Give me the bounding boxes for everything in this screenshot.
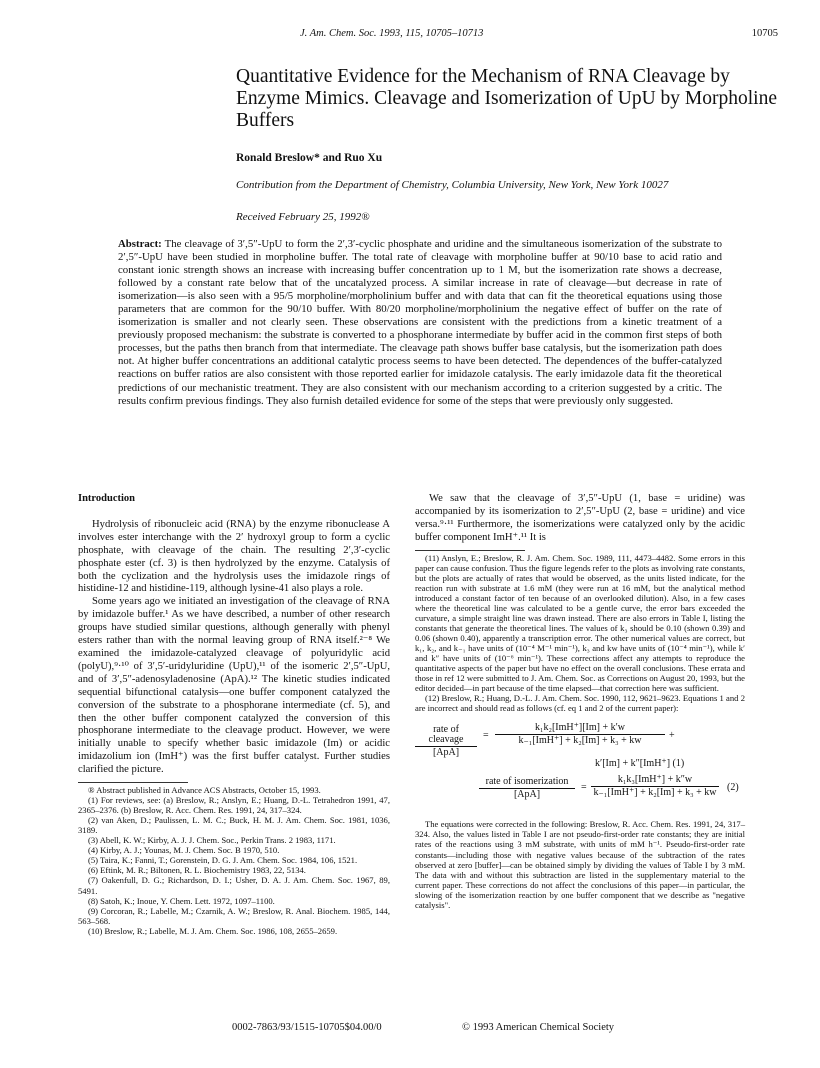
footnote: (11) Anslyn, E.; Breslow, R. J. Am. Chem. Soc. 1989, 111, 4473–4482. Some errors in this paper can cause confusion. Thus the figure legends refer to the plots as involving rate constants, but the plots are actually of rates that would be observed, as the units listed indicate, for the reaction run with substrate at 1.6 mM (they were run at 16 mM, but the analytical method introduced a constant factor of ten because of an overlooked dilution). Also, in a few cases where the theoretical line was calculated to be a gentle curve, the error bars exceeded the curvature, a simple straight line was drawn instead. There are also errors in Table I, listing the constants that generate the theoretical lines. The values of k₃ should be 0.10 (shown 0.39) and 0.06 (shown 0.40), apparently a transcription error. The other numerical values are correct, but k₁, k₂, and k₋₁ have units of (10⁻⁴ M⁻¹ min⁻¹), k₃ and kw have units of (10⁻⁴ min⁻¹), while k′ and k″ have units of (10⁻⁶ min⁻¹). These corrections affect any attempts to reproduce the quantitative aspects of the paper but have no effect on the overall conclusions. These errata and those in ref 12 were submitted to J. Am. Chem. Soc. as Corrections on August 20, 1993, but the editor decided—in part because of the time elapsed—that correction here was sufficient. bbox=[415, 552, 745, 694]
eq2-lhs-numerator: rate of isomerization bbox=[479, 777, 575, 789]
eq2-equals: = bbox=[581, 782, 587, 794]
eq2-rhs-numerator: k₁k₃[ImH⁺] + k″w bbox=[591, 775, 719, 787]
footnote: (5) Taira, K.; Fanni, T.; Gorenstein, D. G. J. Am. Chem. Soc. 1984, 106, 1521. bbox=[88, 855, 358, 866]
eq1-equals: = bbox=[483, 730, 489, 742]
abstract-text: The cleavage of 3′,5″-UpU to form the 2′,3′-cyclic phosphate and uridine and the simultaneous isomerization of the substrate to 2′,5″-UpU have been studied in morpholine buffer. The total rate of cleavage with morpholine buffer at 90/10 base to acid ratio and constant ionic strength shows an increase with increasing buffer concentration up to 1 M, but the isomerization rate shows a decrease, followed by a constant rate below that of the uncatalyzed process. A similar increase in rate of cleavage—but decrease in rate of isomerization—is also seen with a 95/5 morpholine/morpholinium buffer and with data that can fit the theoretical equations using those parameters that are common for the 90/10 buffer. With 80/20 morpholine/morpholinium the negative effect of buffer on the rate of isomerization is smaller and not clearly seen. These observations are consistent with the predictions from a kinetic treatment of a previously proposed mechanism: the substrate is converted to a phosphorane intermediate by buffer acid in the common first steps of both processes, but the paths then branch from that intermediate. The cleavage path shows buffer base catalysis, but the isomerization path does not. At higher buffer concentrations an additional catalytic process seems to have been detected. The dependences of the buffer-catalyzed reactions on buffer ratios are also consistent with those reported earlier for imidazole catalysis. The early imidazole data fit the theoretical predictions of our mechanistic treatment. They are also consistent with our mechanism according to a criterion suggested by a critic. The results confirm previous findings. They also furnish detailed evidence for some of the steps that were previously only suggested. bbox=[118, 238, 722, 407]
authors: Ronald Breslow* and Ruo Xu bbox=[236, 152, 383, 164]
eq1-rhs-denominator: k₋₁[ImH⁺] + k₂[Im] + k₃ + kw bbox=[518, 735, 642, 747]
eq1-plus: + bbox=[669, 730, 675, 742]
received-date: Received February 25, 1992® bbox=[236, 211, 370, 223]
footnote: (9) Corcoran, R.; Labelle, M.; Czarnik, A. W.; Breslow, R. Anal. Biochem. 1985, 144, 563–568. bbox=[78, 905, 390, 926]
footnote: (8) Satoh, K.; Inoue, Y. Chem. Lett. 1972, 1097–1100. bbox=[88, 895, 275, 906]
abstract-label: Abstract: bbox=[118, 238, 162, 250]
eq1-tail: k′[Im] + k″[ImH⁺] (1) bbox=[595, 758, 685, 770]
intro-paragraph: Hydrolysis of ribonucleic acid (RNA) by the enzyme ribonuclease A involves ester interchange with the 2′ hydroxyl group to form a cyclic phosphate, with cleavage of the chain. The resulting 2′,3′-cyclic phosphate ester (cf. 3) is then hydrolyzed by the enzyme. Catalysis of both the cyclization and the hydrolysis uses the imidazole rings of histidine-12 and histidine-119, although lysine-41 also plays a role. bbox=[78, 518, 390, 595]
eq1-lhs bbox=[415, 725, 477, 758]
footnote-divider bbox=[415, 550, 525, 551]
eq2-lhs bbox=[479, 777, 575, 800]
footnote: (4) Kirby, A. J.; Younas, M. J. Chem. Soc. B 1970, 510. bbox=[88, 845, 280, 856]
eq2-number: (2) bbox=[727, 782, 739, 794]
footnote: (10) Breslow, R.; Labelle, M. J. Am. Chem. Soc. 1986, 108, 2655–2659. bbox=[88, 925, 338, 936]
eq1-lhs-numerator: rate of cleavage bbox=[415, 725, 477, 747]
footnote: ® Abstract published in Advance ACS Abstracts, October 15, 1993. bbox=[88, 785, 321, 796]
eq2-rhs-denominator: k₋₁[ImH⁺] + k₂[Im] + k₃ + kw bbox=[593, 787, 717, 799]
footnote: The equations were corrected in the following: Breslow, R. Acc. Chem. Res. 1991, 24, 317–324. Also, the values listed in Table I are not pseudo-first-order rate constants; they are initial rates of the reactions using 3 mM substrate, with units of mM h⁻¹. Pseudo-first-order rate constants—including those with negative values because of the subtraction of the rates observed at zero [buffer]—can be obtained simply by dividing the values of Table I by 3 mM. The data with and without this subtraction are listed in the supplementary material to the current paper. These corrections do not affect the conclusions of this paper—in particular, the slowing of the isomerization reaction by one buffer component that we describe as "negative catalysis". bbox=[415, 819, 745, 910]
footnotes-right bbox=[415, 553, 745, 910]
right-column bbox=[415, 493, 745, 910]
body-paragraph: We saw that the cleavage of 3′,5″-UpU (1, base = uridine) was accompanied by its isomerization to 2′,5″-UpU (2, base = uridine) and vice versa.⁹·¹¹ Furthermore, the isomerizations were catalyzed only by the acidic buffer component ImH⁺.¹¹ It is bbox=[415, 493, 745, 543]
eq1-rhs bbox=[495, 723, 665, 746]
footnote-divider bbox=[78, 782, 188, 783]
journal-citation: J. Am. Chem. Soc. 1993, 115, 10705–10713 bbox=[300, 28, 484, 39]
eq1-lhs-denominator: [ApA] bbox=[432, 747, 460, 759]
footer-code: 0002-7863/93/1515-10705$04.00/0 bbox=[232, 1022, 382, 1033]
equation-block bbox=[415, 719, 745, 819]
page-number: 10705 bbox=[751, 28, 778, 39]
section-heading-introduction: Introduction bbox=[78, 493, 135, 504]
eq2-rhs bbox=[591, 775, 719, 798]
footnotes bbox=[78, 785, 390, 936]
left-column bbox=[78, 493, 390, 936]
footnote: (7) Oakenfull, D. G.; Richardson, D. I.; Usher, D. A. J. Am. Chem. Soc. 1967, 89, 5491. bbox=[78, 875, 390, 896]
abstract bbox=[118, 238, 722, 408]
footer-copyright: © 1993 American Chemical Society bbox=[462, 1022, 615, 1033]
article-title: Quantitative Evidence for the Mechanism of RNA Cleavage by Enzyme Mimics. Cleavage and Isomerization of UpU by Morpholine Buffers bbox=[236, 66, 777, 131]
footnote: (2) van Aken, D.; Paulissen, L. M. C.; Buck, H. M. J. Am. Chem. Soc. 1981, 1036, 3189. bbox=[78, 815, 390, 836]
intro-paragraph: Some years ago we initiated an investigation of the cleavage of RNA by imidazole buffer.¹ As we have described, a number of other research groups have studied similar questions, although generally with phenyl esters rather than with the normal leaving group of RNA itself.²⁻⁸ We examined the imidazole-catalyzed cleavage of polyuridylic acid (polyU),⁹·¹⁰ of 3′,5′-uridyluridine (UpU),¹¹ of the isomeric 2′,5″-UpU, and of 3′,5″-adenosyladenosine (ApA).¹² The kinetic studies indicated sequential bifunctional catalysis—one buffer component catalyzed the conversion of the substrate to a phosphorane intermediate (cf. 5), and then the other buffer component catalyzed the conversion of this phosphorane intermediate to the cleavage product. However, we were initially unable to specify whether basic imidazole (Im) or acidic imidazolium ion (ImH⁺) was the first buffer catalyst. Further studies clarified the picture. bbox=[78, 596, 390, 776]
eq1-rhs-numerator: k₁k₂[ImH⁺][Im] + k′w bbox=[495, 723, 665, 735]
eq2-lhs-denominator: [ApA] bbox=[513, 789, 541, 801]
footnote: (6) Eftink, M. R.; Biltonen, R. L. Biochemistry 1983, 22, 5134. bbox=[88, 865, 306, 876]
footnote: (12) Breslow, R.; Huang, D.-L. J. Am. Chem. Soc. 1990, 112, 9621–9623. Equations 1 and 2 are incorrect and should read as follows (cf. eq 1 and 2 of the current paper): bbox=[415, 693, 745, 714]
affiliation: Contribution from the Department of Chemistry, Columbia University, New York, New York 10027 bbox=[236, 179, 669, 191]
footnote: (3) Abell, K. W.; Kirby, A. J. J. Chem. Soc., Perkin Trans. 2 1983, 1171. bbox=[88, 835, 336, 846]
footnote: (1) For reviews, see: (a) Breslow, R.; Anslyn, E.; Huang, D.-L. Tetrahedron 1991, 47, 2365–2376. (b) Breslow, R. Acc. Chem. Res. 1991, 24, 317–324. bbox=[78, 795, 390, 816]
